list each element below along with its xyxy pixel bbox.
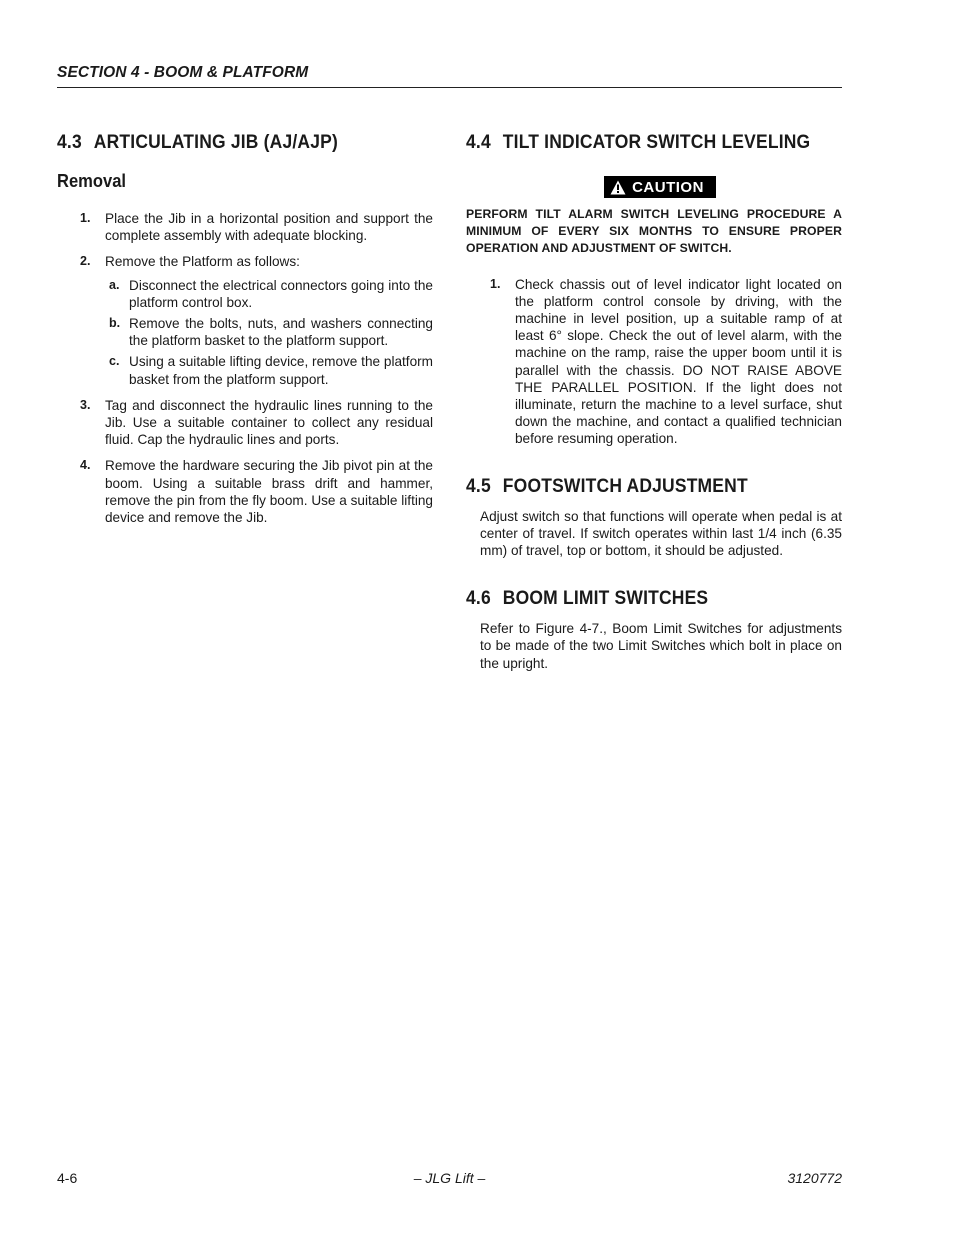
heading-4-3 [57, 132, 403, 154]
heading-number: 4.6 [466, 587, 491, 609]
heading-number: 4.5 [466, 475, 491, 497]
caution-label: CAUTION [632, 178, 704, 196]
heading-number: 4.4 [466, 132, 491, 153]
heading-number: 4.3 [57, 132, 82, 153]
tilt-steps [466, 276, 842, 448]
substep-marker: b. [109, 316, 121, 331]
heading-text: TILT INDICATOR SWITCH LEVELING [502, 132, 811, 153]
heading-4-4 [466, 132, 812, 154]
document-number: 3120772 [787, 1170, 842, 1186]
heading-4-6 [466, 588, 812, 610]
substep-text: Disconnect the electrical connectors going into the platform control box. [129, 277, 433, 310]
step-text: Check chassis out of level indicator light located on the platform control console by driving, with the machine in level position, up a suitable ramp of at least 6° slope. Check the out of level alarm, with the machine on the ramp, raise the upper boom until it is parallel with the chassis. DO NOT RAISE ABOVE THE PARALLEL POSITION. If the light does not illuminate, return the machine to a level surface, shut down the machine, and contact a qualified technician before resuming operation. [515, 276, 842, 447]
step-marker: 1. [490, 276, 501, 291]
left-column [57, 132, 433, 535]
footswitch-paragraph: Adjust switch so that functions will operate when pedal is at center of travel. If switch operates within last 1/4 inch (6.35 mm) of travel, top or bottom, it should be adjusted. [480, 508, 842, 559]
heading-text: FOOTSWITCH ADJUSTMENT [502, 475, 748, 497]
warning-triangle-icon [610, 180, 626, 195]
page-number: 4-6 [57, 1170, 78, 1186]
subheading-removal: Removal [57, 171, 127, 191]
caution-text: PERFORM TILT ALARM SWITCH LEVELING PROCEDURE A MINIMUM OF EVERY SIX MONTHS TO ENSURE PROPER OPERATION AND ADJUSTMENT OF SWITCH. [466, 206, 842, 255]
list-item [105, 315, 433, 349]
step-marker: 2. [80, 254, 91, 269]
step-text: Place the Jib in a horizontal position and support the complete assembly with adequate blocking. [105, 211, 433, 244]
caution-badge [604, 176, 716, 198]
list-item [57, 457, 433, 526]
list-item [105, 277, 433, 311]
substep-text: Remove the bolts, nuts, and washers connecting the platform basket to the platform support. [129, 316, 433, 349]
heading-4-5 [466, 476, 812, 498]
step-marker: 4. [80, 458, 91, 473]
list-item [105, 353, 433, 387]
list-item [57, 397, 433, 449]
step-text: Remove the hardware securing the Jib pivot pin at the boom. Using a suitable brass drift and hammer, remove the pin from the fly boom. Use a suitable lifting device and remove the Jib. [105, 458, 433, 526]
heading-text: ARTICULATING JIB (AJ/AJP) [93, 132, 338, 153]
right-column [466, 132, 842, 672]
heading-text: BOOM LIMIT SWITCHES [502, 587, 709, 609]
substep-marker: c. [109, 354, 120, 369]
list-item [57, 210, 433, 244]
boom-limit-paragraph: Refer to Figure 4-7., Boom Limit Switches for adjustments to be made of the two Limit Switches which bolt in place on the upright. [480, 620, 842, 671]
platform-substeps [105, 277, 433, 388]
list-item [57, 253, 433, 387]
step-text: Remove the Platform as follows: [105, 254, 300, 270]
footer-brand: – JLG Lift – [413, 1170, 486, 1186]
substep-text: Using a suitable lifting device, remove the platform basket from the platform support. [129, 354, 433, 387]
caution-box [466, 176, 842, 200]
list-item [466, 276, 842, 448]
step-marker: 3. [80, 397, 91, 412]
substep-marker: a. [109, 277, 120, 292]
section-title: SECTION 4 - BOOM & PLATFORM [57, 64, 309, 81]
step-marker: 1. [80, 211, 91, 225]
removal-steps [57, 210, 433, 526]
page-header [57, 64, 842, 88]
step-text: Tag and disconnect the hydraulic lines running to the Jib. Use a suitable container to collect any residual fluid. Cap the hydraulic lines and ports. [105, 397, 433, 448]
